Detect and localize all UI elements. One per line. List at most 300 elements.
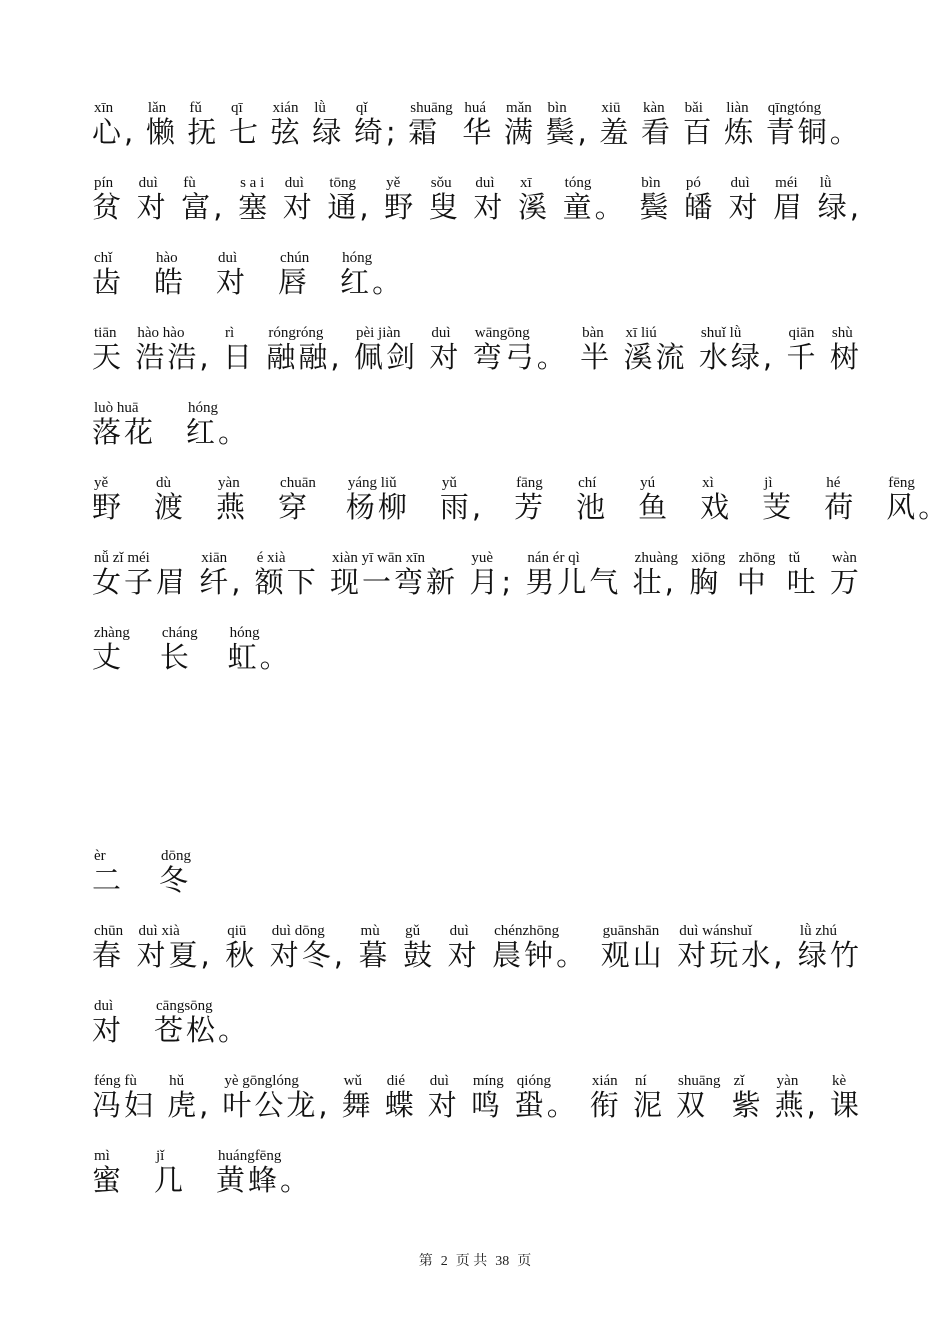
ruby-unit xyxy=(312,100,344,148)
hanzi: 紫 xyxy=(731,1088,764,1122)
hanzi: 虹。 xyxy=(227,640,292,674)
verse-line xyxy=(92,625,862,673)
hanzi: 长 xyxy=(159,640,192,674)
hanzi: 皤 xyxy=(683,190,716,224)
pinyin: duì xyxy=(475,175,495,191)
ruby-unit xyxy=(525,550,621,598)
hanzi: 日 xyxy=(222,340,255,374)
hanzi: 苍松。 xyxy=(154,1013,251,1047)
hanzi: 渡 xyxy=(154,490,187,524)
ruby-unit xyxy=(546,100,590,148)
ruby-unit xyxy=(830,550,862,598)
pinyin: liàn xyxy=(726,100,749,116)
ruby-unit xyxy=(135,325,211,373)
ruby-unit xyxy=(154,250,186,298)
pinyin: duì xyxy=(730,175,750,191)
verse-line xyxy=(92,400,862,448)
ruby-unit xyxy=(576,475,608,523)
pinyin: dōng xyxy=(161,848,192,864)
hanzi: 唇 xyxy=(278,265,311,299)
ruby-unit xyxy=(229,100,261,148)
ruby-unit xyxy=(638,475,670,523)
ruby-unit xyxy=(504,100,536,148)
ruby-unit xyxy=(186,400,250,448)
pinyin: pó xyxy=(685,175,701,191)
pinyin: zhuàng xyxy=(634,550,678,566)
hanzi: 燕, xyxy=(774,1088,819,1122)
hanzi: 蛩。 xyxy=(514,1088,579,1122)
ruby-unit xyxy=(830,1073,862,1121)
pinyin: yuè xyxy=(471,550,493,566)
hanzi: 春 xyxy=(92,938,125,972)
pinyin: shuāng xyxy=(410,100,453,116)
pinyin: xián xyxy=(272,100,299,116)
hanzi: 羞 xyxy=(599,115,632,149)
hanzi: 叶公龙, xyxy=(222,1088,331,1122)
hanzi: 野 xyxy=(92,490,125,524)
hanzi: 黄蜂。 xyxy=(216,1163,313,1197)
pinyin: qiū xyxy=(227,923,247,939)
pinyin: hé xyxy=(826,475,841,491)
hanzi: 鱼 xyxy=(638,490,671,524)
ruby-unit xyxy=(385,1073,417,1121)
hanzi: 眉 xyxy=(773,190,806,224)
pinyin: xī xyxy=(520,175,532,191)
hanzi: 二 xyxy=(92,863,130,897)
ruby-unit xyxy=(342,1073,374,1121)
ruby-unit xyxy=(154,998,250,1046)
ruby-unit xyxy=(154,1148,186,1196)
ruby-unit xyxy=(92,400,156,448)
pinyin: zhōng xyxy=(738,550,776,566)
hanzi: 泥 xyxy=(632,1088,665,1122)
hanzi: 吐 xyxy=(786,565,819,599)
hanzi: 贫 xyxy=(92,190,125,224)
ruby-unit xyxy=(223,325,255,373)
hanzi: 七 xyxy=(229,115,262,149)
ruby-unit xyxy=(737,550,776,598)
ruby-unit xyxy=(92,325,124,373)
ruby-unit xyxy=(354,100,399,148)
ruby-unit xyxy=(146,100,178,148)
hanzi: 心, xyxy=(92,115,137,149)
ruby-unit xyxy=(469,550,514,598)
ruby-unit xyxy=(471,1073,504,1121)
pinyin: xīn xyxy=(94,100,114,116)
pinyin: lǜ zhú xyxy=(799,923,837,939)
pinyin: duì wánshuǐ xyxy=(679,923,753,939)
ruby-unit xyxy=(270,923,346,971)
hanzi: 鬓 xyxy=(639,190,672,224)
hanzi: 对 xyxy=(136,190,169,224)
ruby-unit xyxy=(580,325,612,373)
ruby-unit xyxy=(92,1148,124,1196)
pinyin: èr xyxy=(94,848,106,864)
ruby-unit xyxy=(699,325,775,373)
hanzi: 芰 xyxy=(762,490,795,524)
hanzi: 丈 xyxy=(92,640,125,674)
pinyin: fù xyxy=(183,175,196,191)
pinyin: féng fù xyxy=(94,1073,137,1089)
ruby-unit xyxy=(92,923,124,971)
pinyin: yú xyxy=(640,475,656,491)
pinyin: duì xyxy=(138,175,158,191)
ruby-unit xyxy=(787,550,819,598)
hanzi: 对 xyxy=(92,1013,125,1047)
ruby-unit xyxy=(700,475,732,523)
ruby-unit xyxy=(787,325,819,373)
hanzi: 看 xyxy=(640,115,673,149)
hanzi: 叟 xyxy=(428,190,461,224)
hanzi: 荷 xyxy=(824,490,857,524)
hanzi: 融融, xyxy=(266,340,343,374)
pinyin: ní xyxy=(634,1073,647,1089)
hanzi: 百 xyxy=(682,115,715,149)
ruby-unit xyxy=(216,1148,312,1196)
hanzi: 月; xyxy=(469,565,515,599)
hanzi: 对冬, xyxy=(269,938,347,972)
ruby-unit xyxy=(228,625,292,673)
pinyin: méi xyxy=(775,175,798,191)
pinyin: xiōng xyxy=(691,550,726,566)
pinyin: nán ér qì xyxy=(527,550,580,566)
pinyin: zǐ xyxy=(733,1073,745,1089)
hanzi: 女子眉 xyxy=(92,565,189,599)
verse-line xyxy=(92,550,862,598)
ruby-unit xyxy=(340,250,404,298)
pinyin: kàn xyxy=(642,100,665,116)
pinyin: qīngtóng xyxy=(767,100,822,116)
footer-suffix: 页 xyxy=(517,1254,532,1269)
hanzi: 绿, xyxy=(817,190,862,224)
ruby-unit xyxy=(187,100,219,148)
hanzi: 童。 xyxy=(562,190,627,224)
verse-line xyxy=(92,250,862,298)
ruby-unit xyxy=(624,325,688,373)
ruby-unit xyxy=(216,475,248,523)
pinyin: é xià xyxy=(256,550,286,566)
pinyin: duì xyxy=(94,998,114,1014)
pinyin: hǔ xyxy=(169,1073,185,1089)
ruby-unit xyxy=(773,175,805,223)
hanzi: 舞 xyxy=(341,1088,374,1122)
footer-total-pages: 38 xyxy=(495,1254,510,1269)
pinyin: yě xyxy=(386,175,401,191)
ruby-unit xyxy=(92,175,124,223)
pinyin: míng xyxy=(472,1073,504,1089)
pinyin: gǔ xyxy=(405,923,421,939)
pinyin: yàn xyxy=(218,475,240,491)
hanzi: 虎, xyxy=(167,1088,212,1122)
pinyin: cháng xyxy=(161,625,198,641)
hanzi: 池 xyxy=(576,490,609,524)
pinyin: hào xyxy=(156,250,178,266)
page-footer xyxy=(0,1250,950,1270)
ruby-unit xyxy=(346,475,410,523)
ruby-unit xyxy=(160,625,198,673)
pinyin: jǐ xyxy=(156,1148,165,1164)
hanzi: 佩剑 xyxy=(353,340,418,374)
pinyin: bàn xyxy=(582,325,604,341)
hanzi: 齿 xyxy=(92,265,125,299)
hanzi: 衔 xyxy=(589,1088,622,1122)
pinyin: lǜ xyxy=(819,175,832,191)
hanzi: 万 xyxy=(829,565,862,599)
pinyin: qióng xyxy=(516,1073,551,1089)
hanzi: 蜜 xyxy=(92,1163,125,1197)
hanzi: 纤, xyxy=(199,565,244,599)
pinyin: s a i xyxy=(240,175,265,191)
ruby-unit xyxy=(278,475,316,523)
verse-line xyxy=(92,923,862,971)
ruby-unit xyxy=(92,550,188,598)
pinyin: hóng xyxy=(342,250,373,266)
pinyin: yè gōnglóng xyxy=(224,1073,299,1089)
hanzi: 红。 xyxy=(340,265,405,299)
pinyin: jì xyxy=(764,475,773,491)
pinyin: pèi jiàn xyxy=(355,325,401,341)
ruby-unit xyxy=(238,175,270,223)
pinyin: duì xyxy=(284,175,304,191)
ruby-unit xyxy=(154,475,186,523)
hanzi: 穿 xyxy=(278,490,311,524)
verse-line xyxy=(92,1073,862,1121)
pinyin: chí xyxy=(578,475,597,491)
ruby-unit xyxy=(514,475,546,523)
hanzi: 风。 xyxy=(886,490,950,524)
ruby-unit xyxy=(518,175,550,223)
pinyin: zhàng xyxy=(94,625,130,641)
hanzi: 通, xyxy=(327,190,372,224)
hanzi: 鬓, xyxy=(545,115,590,149)
pinyin: mù xyxy=(360,923,380,939)
ruby-unit xyxy=(683,100,715,148)
ruby-unit xyxy=(222,1073,330,1121)
ruby-unit xyxy=(563,175,627,223)
pinyin: hào hào xyxy=(137,325,185,341)
hanzi: 对 xyxy=(216,265,249,299)
section-heading xyxy=(92,848,862,896)
ruby-unit xyxy=(92,625,130,673)
hanzi: 对 xyxy=(473,190,506,224)
hanzi: 秋 xyxy=(225,938,258,972)
hanzi: 杨柳 xyxy=(345,490,410,524)
pinyin: hóng xyxy=(229,625,260,641)
ruby-unit xyxy=(766,100,862,148)
hanzi: 绿竹 xyxy=(797,938,862,972)
pinyin: cāngsōng xyxy=(156,998,213,1014)
hanzi: 华 xyxy=(462,115,495,149)
hanzi: 鸣 xyxy=(470,1088,503,1122)
pinyin: huángfēng xyxy=(218,1148,282,1164)
hanzi: 壮, xyxy=(632,565,677,599)
pinyin: sǒu xyxy=(430,175,452,191)
ruby-unit xyxy=(384,175,416,223)
hanzi: 青铜。 xyxy=(765,115,862,149)
hanzi: 浩浩, xyxy=(135,340,212,374)
pinyin: qǐ xyxy=(355,100,368,116)
hanzi: 抚 xyxy=(187,115,220,149)
verse-line xyxy=(92,998,862,1046)
ruby-unit xyxy=(429,175,461,223)
hanzi: 对 xyxy=(447,938,480,972)
pinyin: bìn xyxy=(641,175,661,191)
hanzi: 胸 xyxy=(689,565,722,599)
hanzi: 燕 xyxy=(216,490,249,524)
pinyin: qiān xyxy=(788,325,815,341)
pinyin: bìn xyxy=(547,100,567,116)
ruby-unit xyxy=(359,923,391,971)
ruby-unit xyxy=(92,848,129,896)
hanzi: 弦 xyxy=(270,115,303,149)
ruby-unit xyxy=(724,100,756,148)
pinyin: yáng liǔ xyxy=(347,475,397,491)
verse-line xyxy=(92,175,862,223)
ruby-unit xyxy=(92,250,124,298)
pinyin: xiū xyxy=(601,100,621,116)
hanzi: 冯妇 xyxy=(92,1088,157,1122)
ruby-unit xyxy=(639,175,671,223)
pinyin: chūn xyxy=(94,923,124,939)
ruby-unit xyxy=(327,175,371,223)
footer-page-number: 2 xyxy=(440,1254,448,1269)
ruby-unit xyxy=(330,550,458,598)
pinyin: chǐ xyxy=(94,250,113,266)
footer-middle: 页 共 xyxy=(455,1254,488,1269)
ruby-unit xyxy=(830,325,862,373)
ruby-unit xyxy=(428,1073,460,1121)
ruby-unit xyxy=(473,325,569,373)
ruby-unit xyxy=(266,325,342,373)
ruby-unit xyxy=(408,100,453,148)
ruby-unit xyxy=(633,550,678,598)
pinyin: lǜ xyxy=(314,100,326,116)
ruby-unit xyxy=(689,550,725,598)
ruby-unit xyxy=(403,923,435,971)
hanzi: 鼓 xyxy=(403,938,436,972)
pinyin: wǔ xyxy=(343,1073,362,1089)
hanzi: 红。 xyxy=(186,415,251,449)
pinyin: lǎn xyxy=(147,100,167,116)
hanzi: 现一弯新 xyxy=(330,565,459,599)
hanzi: 几 xyxy=(154,1163,187,1197)
hanzi: 懒 xyxy=(145,115,178,149)
hanzi: 炼 xyxy=(724,115,757,149)
verse-line xyxy=(92,325,862,373)
hanzi: 对 xyxy=(429,340,462,374)
ruby-unit xyxy=(429,325,461,373)
verse-line xyxy=(92,1148,862,1196)
hanzi: 水绿, xyxy=(698,340,776,374)
ruby-unit xyxy=(824,475,856,523)
hanzi: 千 xyxy=(786,340,819,374)
hanzi: 双 xyxy=(676,1088,709,1122)
ruby-unit xyxy=(775,1073,819,1121)
ruby-unit xyxy=(92,998,124,1046)
footer-prefix: 第 xyxy=(418,1254,433,1269)
ruby-unit xyxy=(676,1073,721,1121)
ruby-unit xyxy=(92,1073,156,1121)
ruby-unit xyxy=(633,1073,665,1121)
pinyin: huá xyxy=(464,100,486,116)
pinyin: yǔ xyxy=(441,475,457,491)
hanzi: 溪 xyxy=(518,190,551,224)
ruby-unit xyxy=(462,100,494,148)
pinyin: chún xyxy=(280,250,310,266)
pinyin: shuǐ lǜ xyxy=(700,325,742,341)
hanzi: 对玩水, xyxy=(677,938,786,972)
hanzi: 对 xyxy=(427,1088,460,1122)
ruby-unit xyxy=(283,175,315,223)
hanzi: 戏 xyxy=(700,490,733,524)
pinyin: tōng xyxy=(329,175,356,191)
hanzi: 溪流 xyxy=(623,340,688,374)
pinyin: guānshān xyxy=(602,923,660,939)
ruby-unit xyxy=(225,923,257,971)
pinyin: mǎn xyxy=(505,100,532,116)
ruby-unit xyxy=(199,550,243,598)
ruby-unit xyxy=(599,100,631,148)
ruby-unit xyxy=(278,250,310,298)
ruby-unit xyxy=(601,923,665,971)
hanzi: 皓 xyxy=(154,265,187,299)
pinyin: xī liú xyxy=(625,325,657,341)
hanzi: 绮; xyxy=(353,115,399,149)
pinyin: dié xyxy=(386,1073,406,1089)
ruby-unit xyxy=(448,923,480,971)
pinyin: tiān xyxy=(94,325,117,341)
hanzi: 树 xyxy=(829,340,862,374)
pinyin: duì dōng xyxy=(271,923,325,939)
pinyin: xián xyxy=(591,1073,618,1089)
pinyin: luò huā xyxy=(94,400,139,416)
hanzi: 观山 xyxy=(600,938,665,972)
pinyin: duì xyxy=(429,1073,449,1089)
ruby-unit xyxy=(515,1073,579,1121)
ruby-unit xyxy=(684,175,716,223)
pinyin: duì xyxy=(449,923,469,939)
verse-line xyxy=(92,475,950,524)
hanzi: 蝶 xyxy=(384,1088,417,1122)
pinyin: yàn xyxy=(776,1073,799,1089)
pinyin: tǔ xyxy=(788,550,801,566)
ruby-unit xyxy=(798,923,862,971)
hanzi: 冬 xyxy=(159,863,197,897)
ruby-unit xyxy=(590,1073,622,1121)
hanzi: 富, xyxy=(181,190,226,224)
ruby-unit xyxy=(137,175,169,223)
pinyin: xiān xyxy=(201,550,228,566)
ruby-unit xyxy=(167,1073,211,1121)
hanzi: 芳 xyxy=(514,490,547,524)
pinyin: kè xyxy=(831,1073,847,1089)
pinyin: qī xyxy=(231,100,243,116)
ruby-unit xyxy=(181,175,225,223)
pinyin: shù xyxy=(831,325,853,341)
pinyin: róngróng xyxy=(268,325,324,341)
hanzi: 课 xyxy=(829,1088,862,1122)
pinyin: duì xyxy=(218,250,238,266)
pinyin: wàn xyxy=(831,550,857,566)
hanzi: 半 xyxy=(580,340,613,374)
pinyin: shuāng xyxy=(678,1073,721,1089)
pinyin: chénzhōng xyxy=(494,923,560,939)
pinyin: chuān xyxy=(280,475,316,491)
ruby-unit xyxy=(677,923,785,971)
hanzi: 对 xyxy=(728,190,761,224)
pinyin: duì xyxy=(431,325,451,341)
pinyin: fǔ xyxy=(189,100,202,116)
